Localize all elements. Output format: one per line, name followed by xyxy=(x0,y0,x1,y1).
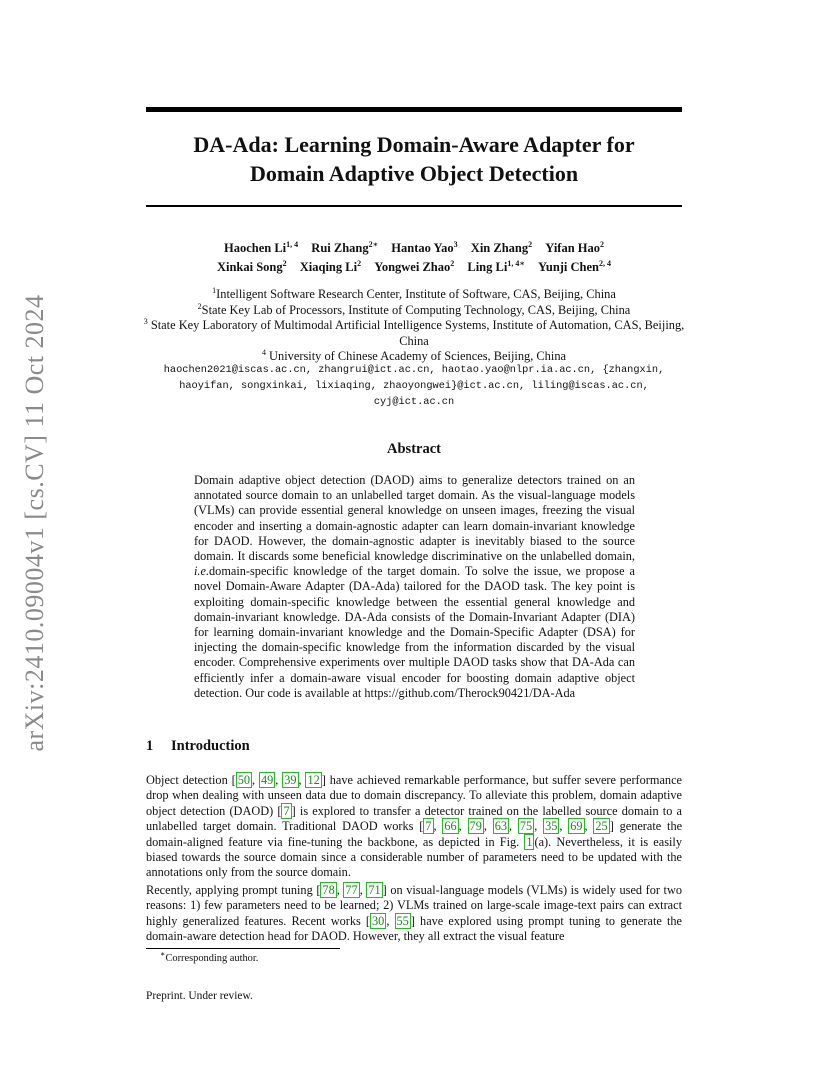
citation-link[interactable]: 77 xyxy=(345,883,358,897)
citation-link[interactable]: 50 xyxy=(237,773,251,787)
author: Xiaqing Li$^2$ xyxy=(299,258,362,274)
citation-link[interactable]: 12 xyxy=(307,773,320,787)
citation-link[interactable]: 30 xyxy=(372,913,385,928)
citation-link[interactable]: 79 xyxy=(469,819,482,834)
title-top-rule xyxy=(146,107,682,112)
affiliation: $^4$ University of Chinese Academy of Sciences, Beijing, China xyxy=(261,347,567,363)
author: Hantao Yao$^3$ xyxy=(391,239,458,255)
arxiv-identifier-sidebar: arXiv:2410.09004v1 [cs.CV] 11 Oct 2024 xyxy=(20,294,49,752)
author: Haochen Li$^{1, 4}$ xyxy=(224,239,299,255)
section-heading xyxy=(146,738,250,755)
title-line-2: Domain Adaptive Object Detection xyxy=(249,161,579,186)
citation-link[interactable]: 78 xyxy=(322,883,335,897)
citation-link[interactable]: 63 xyxy=(494,819,508,834)
citation-link[interactable]: 66 xyxy=(444,819,457,834)
section-title: Introduction xyxy=(171,738,250,754)
affiliations xyxy=(136,287,692,365)
preprint-notice: Preprint. Under review. xyxy=(146,990,253,1002)
authors-row-2 xyxy=(146,258,682,277)
title-bottom-rule xyxy=(146,205,682,207)
author: Yongwei Zhao$^2$ xyxy=(374,258,455,274)
footnote-rule xyxy=(146,948,340,949)
author: Xin Zhang$^2$ xyxy=(470,239,533,255)
author-emails: haochen2021@iscas.ac.cn, zhangrui@ict.ac.cn, haotao.yao@nlpr.ia.ac.cn, {zhangxin, haoyifan, songxinkai, lixiaqing, zhaoyongwei}@ict.ac.cn, liling@iscas.ac.cn, cyj@ict.ac.cn xyxy=(163,364,665,408)
citation-link[interactable]: 7 xyxy=(425,819,432,834)
figure-reference-link[interactable]: 1 xyxy=(526,834,533,849)
citation-link[interactable]: 39 xyxy=(284,773,297,787)
author: Xinkai Song$^2$ xyxy=(216,258,287,274)
citation-link[interactable]: 71 xyxy=(368,883,381,897)
affiliation: $^1$Intelligent Software Research Center, Institute of Software, CAS, Beijing, China xyxy=(212,285,616,301)
citation-link[interactable]: 69 xyxy=(570,819,583,834)
author-list xyxy=(146,239,682,277)
intro-paragraph-2: Recently, applying prompt tuning [ 78 , 77 , 71 ] on visual-language models (VLMs) is widely used for two reasons: 1) few parameters need to be learned; 2) VLMs trained on large-scale image-text pairs can extract highly generalized features. Recent works [ 30 , 55 ] have explored using prompt tuning to generate the domain-aware detection head for DAOD. However, they all extract the visual feature xyxy=(146,883,683,944)
author: Yifan Hao$^2$ xyxy=(545,239,604,255)
abstract-body: Domain adaptive object detection (DAOD) aims to generalize detectors trained on an annotated source domain to an unlabelled target domain. As the visual-language models (VLMs) can provide essential general knowledge on unseen images, freezing the visual encoder and inserting a domain-agnostic adapter can learn domain-invariant knowledge for DAOD. However, the domain-agnostic adapter is inevitably biased to the source domain. It discards some beneficial knowledge discriminative on the unlabelled domain, i.e.domain-specific knowledge of the target domain. To solve the issue, we propose a novel Domain-Aware Adapter (DA-Ada) tailored for the DAOD task. The key point is exploiting domain-specific knowledge between the essential general knowledge and domain-invariant knowledge. DA-Ada consists of the Domain-Invariant Adapter (DIA) for learning domain-invariant knowledge and the Domain-Specific Adapter (DSA) for injecting the domain-specific knowledge from the information discarded by the visual encoder. Comprehensive experiments over multiple DAOD tasks show that DA-Ada can efficiently infer a domain-aware visual encoder for boosting domain adaptive object detection. Our code is available at https://github.com/Therock90421/DA-Ada xyxy=(194,473,635,700)
citation-link[interactable]: 49 xyxy=(260,773,274,787)
author: Rui Zhang$^{2∗}$ xyxy=(311,239,379,255)
paper-title xyxy=(146,130,682,188)
abstract-heading: Abstract xyxy=(387,441,441,457)
citation-link[interactable]: 55 xyxy=(396,913,409,928)
citation-link[interactable]: 7 xyxy=(283,803,290,818)
intro-paragraph-1: Object detection [ 50 , 49 , 39 , 12 ] have achieved remarkable performance, but suffer severe performance drop when dealing with unseen data due to domain discrepancy. To alleviate this problem, domain adaptive object detection (DAOD) [ 7 ] is explored to transfer a detector trained on the labelled source domain to a unlabelled target domain. Traditional DAOD works [ 7 , 66 , 79 , 63 , 75 , 35 , 69 , 25 ] generate the domain-aligned feature via fine-tuning the backbone, as depicted in Fig. 1 (a). Nevertheless, it is easily biased towards the source domain since a considerable number of parameters need to be updated with the annotations only from the source domain. xyxy=(146,773,683,880)
author: Ling $Li^{1, 4∗}$ xyxy=(467,258,525,274)
citation-link[interactable]: 35 xyxy=(545,819,558,834)
affiliation: $^3$ State Key Laboratory of Multimodal Artificial Intelligence Systems, Institute of Automation, CAS, Beijing, China xyxy=(143,316,685,348)
footnote: ∗Corresponding author. xyxy=(160,949,259,964)
section-number: 1 xyxy=(146,738,154,754)
author: Yunji Chen$^{2, 4}$ xyxy=(537,258,612,274)
authors-row-1 xyxy=(146,239,682,258)
citation-link[interactable]: 75 xyxy=(519,819,533,834)
affiliation: $^2$State Key Lab of Processors, Institute of Computing Technology, CAS, Beijing, China xyxy=(197,301,631,317)
citation-link[interactable]: 25 xyxy=(595,819,608,834)
title-line-1: DA-Ada: Learning Domain-Aware Adapter for xyxy=(193,132,635,157)
